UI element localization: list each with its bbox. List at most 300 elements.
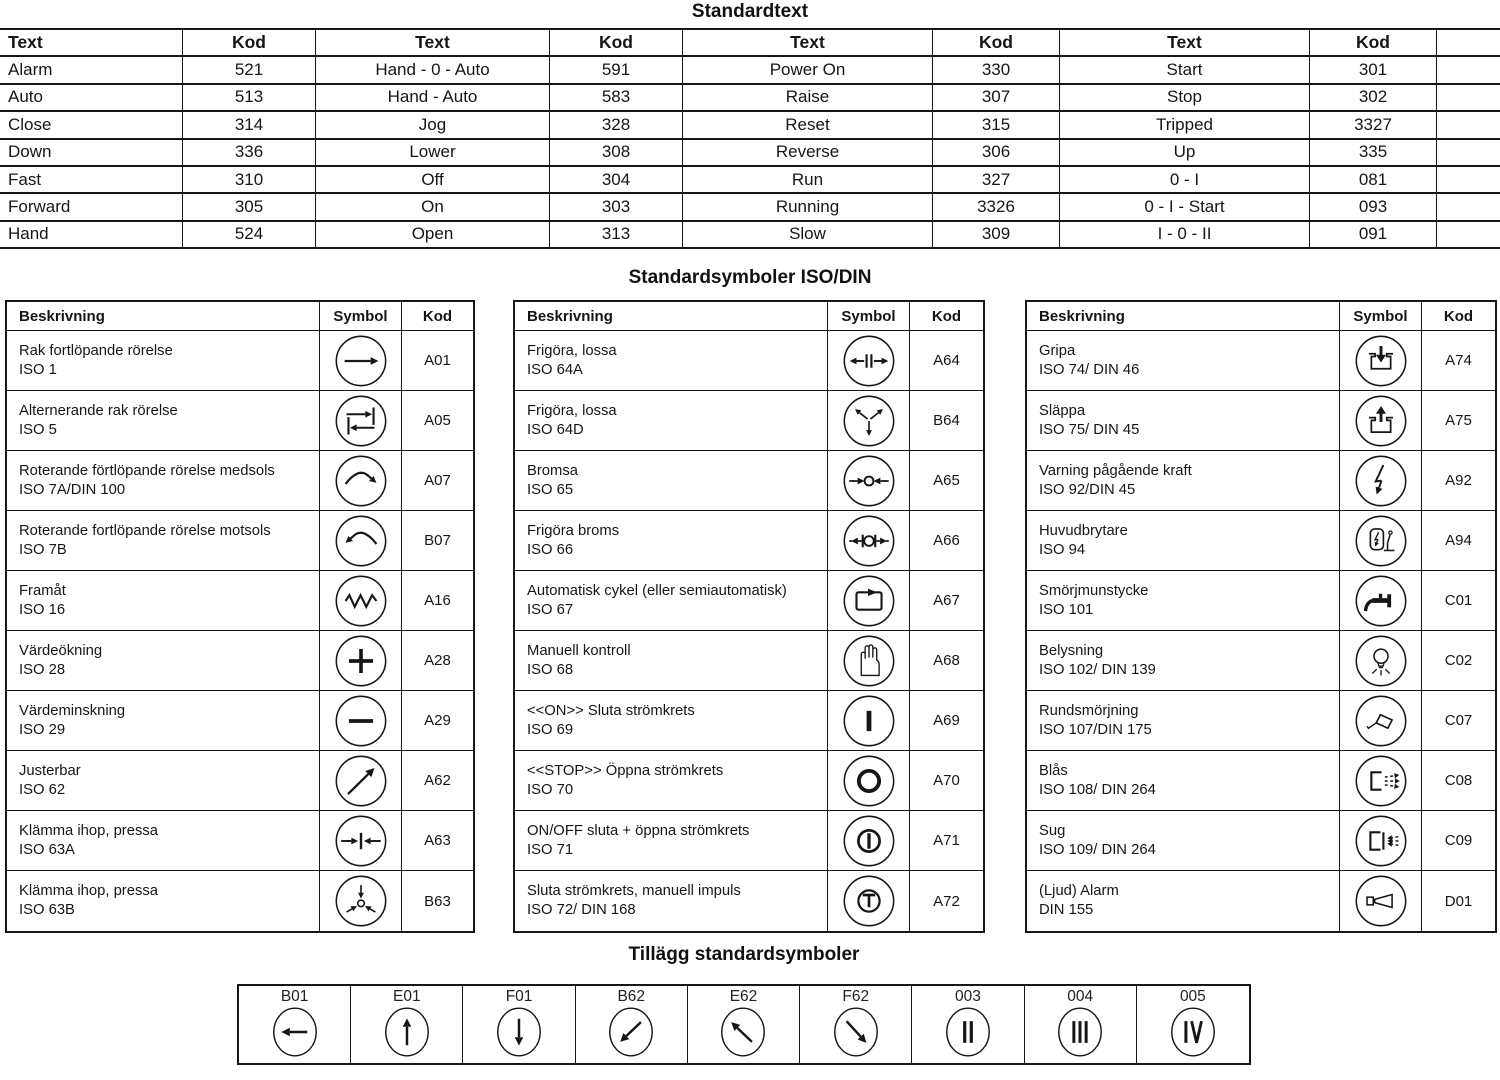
standardtext-cell: 306 [933, 140, 1060, 165]
roman-iii-icon [1055, 1006, 1105, 1058]
symbol-row [7, 631, 473, 691]
header-kod: Kod [422, 307, 453, 325]
symbol-description [515, 631, 828, 690]
symbol-row [515, 391, 983, 451]
tillagg-kod: E62 [729, 988, 758, 1005]
symbol-row [515, 511, 983, 571]
minus-icon [334, 694, 388, 748]
symbol-iso: ISO 1 [19, 361, 57, 378]
alternating-arrows-icon [334, 394, 388, 448]
suction-nozzle-icon [1354, 814, 1408, 868]
standardtext-header-cell: Kod [550, 30, 683, 55]
symbol-description [515, 331, 828, 390]
symbol-name: Sug [1039, 822, 1066, 839]
release-three-way-icon [842, 394, 896, 448]
symbol-iso: ISO 66 [527, 541, 574, 558]
symbol-cell [828, 451, 910, 510]
symbol-description [1027, 511, 1340, 570]
symbol-row [1027, 571, 1495, 631]
symbol-name: <<STOP>> Öppna strömkrets [527, 762, 724, 779]
standardtext-cell: 513 [183, 85, 316, 110]
symbol-name: Rundsmörjning [1039, 702, 1139, 719]
symbol-name: Roterande fortlöpande rörelse motsols [19, 522, 271, 539]
standardtext-row [0, 222, 1500, 249]
arrow-right-icon [334, 334, 388, 388]
symbol-cell [320, 451, 402, 510]
symbol-description [1027, 331, 1340, 390]
arrow-up-right-icon [334, 754, 388, 808]
symbol-iso: ISO 28 [19, 661, 66, 678]
symbol-table-3 [1025, 300, 1497, 933]
symbol-cell [828, 391, 910, 450]
tillagg-kod: B62 [617, 988, 646, 1005]
standardtext-cell: 309 [933, 222, 1060, 247]
standardtext-cell: 302 [1310, 85, 1437, 110]
standardtext-cell: Raise [683, 85, 933, 110]
standardtext-cell: Hand [0, 222, 183, 247]
symbol-row [515, 811, 983, 871]
rotate-cw-icon [334, 454, 388, 508]
symbol-cell [1340, 631, 1422, 690]
arrow-up-icon [382, 1006, 432, 1058]
symbol-cell [1340, 871, 1422, 931]
symbol-name: <<ON>> Sluta strömkrets [527, 702, 695, 719]
symbol-iso: ISO 101 [1039, 601, 1094, 618]
symbol-cell [828, 511, 910, 570]
symbol-description [515, 871, 828, 931]
symbol-row [1027, 691, 1495, 751]
release-apart-icon [842, 334, 896, 388]
impulse-t-icon [842, 874, 896, 928]
symbol-name: Sluta strömkrets, manuell impuls [527, 883, 741, 899]
standardtext-cell: 310 [183, 167, 316, 192]
symbol-kod: A63 [424, 832, 451, 849]
symbol-row [515, 631, 983, 691]
standardtext-cell: 315 [933, 112, 1060, 137]
tillagg-symbol [270, 1006, 320, 1063]
page-title-standardtext: Standardtext [691, 1, 809, 22]
standardtext-cell: Slow [683, 222, 933, 247]
symbol-description [1027, 571, 1340, 630]
symbol-kod: A94 [1445, 532, 1472, 549]
header-symbol: Symbol [1340, 302, 1422, 330]
symbol-cell [1340, 751, 1422, 810]
header-symbol: Symbol [828, 302, 910, 330]
symbol-kod: A28 [424, 652, 451, 669]
symbol-row [515, 571, 983, 631]
symbol-iso: ISO 108/ DIN 264 [1039, 781, 1156, 798]
release-grip-icon [1354, 394, 1408, 448]
symbol-table-2 [513, 300, 985, 933]
header-beskrivning: Beskrivning [515, 302, 828, 330]
symbol-name: Värdeminskning [19, 702, 126, 719]
rotate-ccw-icon [334, 514, 388, 568]
symbol-iso: ISO 70 [527, 781, 574, 798]
symbol-kod: A29 [424, 712, 451, 729]
symbol-name: Alternerande rak rörelse [19, 402, 178, 419]
standardtext-cell: 0 - I [1060, 167, 1310, 192]
symbol-row [515, 451, 983, 511]
arrow-left-icon [270, 1006, 320, 1058]
standardtext-cell: 3327 [1310, 112, 1437, 137]
standardtext-empty-cell [1437, 30, 1500, 55]
symbol-cell [1340, 571, 1422, 630]
spring-zigzag-icon [334, 574, 388, 628]
tillagg-kod: 003 [955, 988, 981, 1005]
header-symbol: Symbol [320, 302, 402, 330]
symbol-iso: ISO 67 [527, 601, 574, 618]
symbol-description [515, 571, 828, 630]
symbol-row [1027, 751, 1495, 811]
symbol-kod: A71 [933, 832, 960, 849]
tillagg-cell [239, 986, 351, 1063]
standardtext-cell: 3326 [933, 194, 1060, 219]
symbol-kod: A16 [424, 592, 451, 609]
symbol-cell [320, 571, 402, 630]
oil-can-icon [1354, 694, 1408, 748]
standardtext-cell: 521 [183, 57, 316, 82]
symbol-description [7, 751, 320, 810]
standardtext-cell: 307 [933, 85, 1060, 110]
symbol-cell [320, 751, 402, 810]
symbol-description [7, 631, 320, 690]
symbol-row [7, 691, 473, 751]
symbol-name: Belysning [1039, 642, 1104, 659]
standardtext-cell: Power On [683, 57, 933, 82]
standardtext-header-row [0, 30, 1500, 57]
symbol-cell [1340, 691, 1422, 750]
standardtext-cell: 301 [1310, 57, 1437, 82]
symbol-cell [320, 391, 402, 450]
standardtext-row [0, 140, 1500, 167]
standardtext-cell: Hand - 0 - Auto [316, 57, 550, 82]
symbol-cell [828, 571, 910, 630]
symbol-kod: A75 [1445, 412, 1472, 429]
symbol-description [1027, 751, 1340, 810]
tillagg-table [237, 984, 1251, 1065]
symbol-row [7, 571, 473, 631]
standardtext-cell: Fast [0, 167, 183, 192]
tillagg-cell [1137, 986, 1249, 1063]
tillagg-symbol [718, 1006, 768, 1063]
symbol-name: Manuell kontroll [527, 642, 631, 659]
symbol-cell [1340, 811, 1422, 870]
symbol-name: Huvudbrytare [1039, 522, 1128, 539]
symbol-iso: ISO 63A [19, 841, 75, 858]
symbol-name: Klämma ihop, pressa [19, 883, 158, 899]
symbol-description [515, 511, 828, 570]
symbol-kod: A69 [933, 712, 960, 729]
symbol-cell [828, 691, 910, 750]
symbol-row [7, 811, 473, 871]
symbol-iso: ISO 109/ DIN 264 [1039, 841, 1156, 858]
hand-icon [842, 634, 896, 688]
roman-iv-icon [1168, 1006, 1218, 1058]
on-off-icon [842, 814, 896, 868]
main-switch-icon [1354, 514, 1408, 568]
symbol-kod: A66 [933, 532, 960, 549]
symbol-iso: ISO 63B [19, 902, 75, 918]
symbol-description [7, 571, 320, 630]
symbol-iso: ISO 7A/DIN 100 [19, 481, 126, 498]
standardtext-cell: 305 [183, 194, 316, 219]
symbol-name: Klämma ihop, pressa [19, 822, 158, 839]
header-kod: Kod [931, 307, 962, 325]
standardtext-cell: Off [316, 167, 550, 192]
symbol-cell [320, 331, 402, 390]
symbol-row [515, 871, 983, 931]
symbol-name: Frigöra broms [527, 522, 620, 539]
symbol-cell [320, 871, 402, 931]
tillagg-cell [912, 986, 1024, 1063]
standardtext-cell: 583 [550, 85, 683, 110]
symbol-iso: ISO 69 [527, 721, 574, 738]
symbol-kod: C07 [1444, 712, 1473, 729]
tillagg-symbol [943, 1006, 993, 1063]
symbol-description [7, 691, 320, 750]
tillagg-cell [800, 986, 912, 1063]
symbol-name: Blås [1039, 762, 1068, 779]
symbol-kod: C02 [1444, 652, 1473, 669]
standardtext-cell: Up [1060, 140, 1310, 165]
standardtext-cell: 093 [1310, 194, 1437, 219]
standardtext-cell: Reset [683, 112, 933, 137]
arrow-down-left-icon [606, 1006, 656, 1058]
symbol-kod: A05 [424, 412, 451, 429]
symbol-row [7, 511, 473, 571]
symbol-cell [1340, 451, 1422, 510]
standardtext-cell: Stop [1060, 85, 1310, 110]
symbol-kod: B64 [933, 412, 960, 429]
symbol-name: Smörjmunstycke [1039, 582, 1149, 599]
standardtext-cell: Down [0, 140, 183, 165]
standardtext-cell: 335 [1310, 140, 1437, 165]
symbol-iso: ISO 68 [527, 661, 574, 678]
symbol-kod: A07 [424, 472, 451, 489]
standardtext-cell: 336 [183, 140, 316, 165]
symbol-description [1027, 391, 1340, 450]
standardtext-cell: 591 [550, 57, 683, 82]
symbol-cell [1340, 331, 1422, 390]
symbol-row [1027, 811, 1495, 871]
symbol-cell [1340, 391, 1422, 450]
standardtext-header-cell: Kod [183, 30, 316, 55]
roman-ii-icon [943, 1006, 993, 1058]
symbol-kod: C09 [1444, 832, 1473, 849]
symbol-iso: ISO 75/ DIN 45 [1039, 421, 1140, 438]
tillagg-kod: E01 [393, 988, 421, 1005]
standardtext-row [0, 167, 1500, 194]
symbol-kod: B07 [424, 532, 451, 549]
header-kod: Kod [1443, 307, 1474, 325]
symbol-table-header-row [7, 302, 473, 331]
standardtext-table [0, 28, 1500, 249]
symbol-kod: C08 [1444, 772, 1473, 789]
standardtext-header-cell: Text [683, 30, 933, 55]
tillagg-symbol [606, 1006, 656, 1063]
symbol-kod: C01 [1444, 592, 1473, 609]
symbol-row [1027, 331, 1495, 391]
symbol-description [1027, 871, 1340, 931]
standardtext-header-cell: Kod [933, 30, 1060, 55]
standardtext-cell: Close [0, 112, 183, 137]
arrow-up-left-icon [718, 1006, 768, 1058]
standardtext-cell: Run [683, 167, 933, 192]
standardtext-cell: Reverse [683, 140, 933, 165]
symbol-iso: ISO 92/DIN 45 [1039, 481, 1136, 498]
symbol-description [1027, 691, 1340, 750]
tillagg-kod: 005 [1179, 988, 1206, 1005]
lamp-icon [1354, 634, 1408, 688]
symbol-row [1027, 631, 1495, 691]
symbol-description [515, 691, 828, 750]
tillagg-kod: F01 [505, 988, 533, 1005]
symbol-cell [320, 511, 402, 570]
standardtext-cell: 327 [933, 167, 1060, 192]
symbol-kod: A70 [933, 772, 960, 789]
standardtext-row [0, 112, 1500, 139]
symbol-row [1027, 391, 1495, 451]
symbol-cell [828, 331, 910, 390]
symbol-iso: ISO 102/ DIN 139 [1039, 661, 1156, 678]
standardtext-cell: Forward [0, 194, 183, 219]
standardtext-empty-cell [1437, 194, 1500, 219]
symbol-row [515, 751, 983, 811]
standardtext-cell: Lower [316, 140, 550, 165]
symbol-description [515, 811, 828, 870]
symbol-row [1027, 871, 1495, 931]
standardtext-cell: I - 0 - II [1060, 222, 1310, 247]
standardtext-cell: Jog [316, 112, 550, 137]
symbol-kod: A64 [933, 352, 960, 369]
symbol-kod: A62 [424, 772, 451, 789]
stop-circle-icon [842, 754, 896, 808]
standardtext-cell: Tripped [1060, 112, 1310, 137]
symbol-cell [320, 631, 402, 690]
symbol-name: Värdeökning [19, 642, 103, 659]
symbol-cell [320, 811, 402, 870]
symbol-description [7, 391, 320, 450]
symbol-kod: A92 [1445, 472, 1472, 489]
symbol-description [515, 391, 828, 450]
symbol-iso: ISO 107/DIN 175 [1039, 721, 1152, 738]
standardtext-cell: 091 [1310, 222, 1437, 247]
standardtext-cell: 0 - I - Start [1060, 194, 1310, 219]
page-title-symbols: Standardsymboler ISO/DIN [628, 267, 872, 288]
arrow-down-right-icon [831, 1006, 881, 1058]
tillagg-cell [688, 986, 800, 1063]
symbol-description [7, 511, 320, 570]
standardtext-empty-cell [1437, 85, 1500, 110]
standardtext-cell: 330 [933, 57, 1060, 82]
standardtext-row [0, 57, 1500, 84]
tillagg-kod: 004 [1067, 988, 1094, 1005]
symbol-row [515, 331, 983, 391]
standardtext-cell: Hand - Auto [316, 85, 550, 110]
standardtext-cell: Running [683, 194, 933, 219]
tillagg-kod: F62 [842, 988, 870, 1005]
plus-icon [334, 634, 388, 688]
standardtext-cell: 313 [550, 222, 683, 247]
brake-apply-icon [842, 454, 896, 508]
standardtext-cell: Open [316, 222, 550, 247]
symbol-description [7, 451, 320, 510]
standardtext-cell: 081 [1310, 167, 1437, 192]
symbol-iso: ISO 64A [527, 361, 583, 378]
symbol-kod: A01 [424, 352, 451, 369]
symbol-name: Justerbar [19, 762, 81, 779]
tillagg-kod: B01 [280, 988, 309, 1005]
symbol-name: Rak fortlöpande rörelse [19, 342, 173, 359]
tillagg-symbol [1055, 1006, 1105, 1063]
symbol-iso: DIN 155 [1039, 902, 1094, 918]
standardtext-header-cell: Text [0, 30, 183, 55]
symbol-name: Frigöra, lossa [527, 402, 617, 419]
symbol-iso: ISO 62 [19, 781, 66, 798]
tillagg-symbol [1168, 1006, 1218, 1063]
symbol-iso: ISO 64D [527, 421, 584, 438]
tillagg-cell [576, 986, 688, 1063]
symbol-cell [828, 751, 910, 810]
symbol-cell [320, 691, 402, 750]
symbol-iso: ISO 71 [527, 841, 574, 858]
standardtext-row [0, 194, 1500, 221]
standardtext-header-cell: Kod [1310, 30, 1437, 55]
symbol-cell [828, 871, 910, 931]
standardtext-row [0, 85, 1500, 112]
symbol-description [7, 871, 320, 931]
symbol-kod: A67 [933, 592, 960, 609]
standardtext-cell: 304 [550, 167, 683, 192]
page-title-tillagg: Tillägg standardsymboler [628, 944, 860, 965]
symbol-name: Släppa [1039, 402, 1086, 419]
press-three-way-icon [334, 874, 388, 928]
standardtext-empty-cell [1437, 57, 1500, 82]
standardtext-header-cell: Text [316, 30, 550, 55]
grip-icon [1354, 334, 1408, 388]
symbol-description [7, 811, 320, 870]
symbol-kod: B63 [424, 892, 451, 910]
symbol-iso: ISO 94 [1039, 541, 1086, 558]
symbol-iso: ISO 74/ DIN 46 [1039, 361, 1140, 378]
tillagg-cell [1025, 986, 1137, 1063]
symbol-name: Varning pågående kraft [1039, 462, 1192, 479]
symbol-description [1027, 451, 1340, 510]
symbol-iso: ISO 7B [19, 541, 67, 558]
symbol-row [7, 331, 473, 391]
symbol-row [1027, 511, 1495, 571]
standardtext-cell: On [316, 194, 550, 219]
symbol-iso: ISO 16 [19, 601, 66, 618]
symbol-row [7, 451, 473, 511]
tillagg-symbol [831, 1006, 881, 1063]
symbol-cell [828, 631, 910, 690]
symbol-cell [1340, 511, 1422, 570]
symbol-kod: A65 [933, 472, 960, 489]
symbol-row [515, 691, 983, 751]
standardtext-empty-cell [1437, 222, 1500, 247]
standardtext-cell: Start [1060, 57, 1310, 82]
symbol-description [7, 331, 320, 390]
symbol-name: ON/OFF sluta + öppna strömkrets [527, 822, 750, 839]
symbol-description [1027, 631, 1340, 690]
symbol-table-1 [5, 300, 475, 933]
tillagg-cell [351, 986, 463, 1063]
symbol-name: (Ljud) Alarm [1039, 883, 1119, 899]
standardtext-cell: 303 [550, 194, 683, 219]
header-beskrivning: Beskrivning [7, 302, 320, 330]
symbol-row [1027, 451, 1495, 511]
